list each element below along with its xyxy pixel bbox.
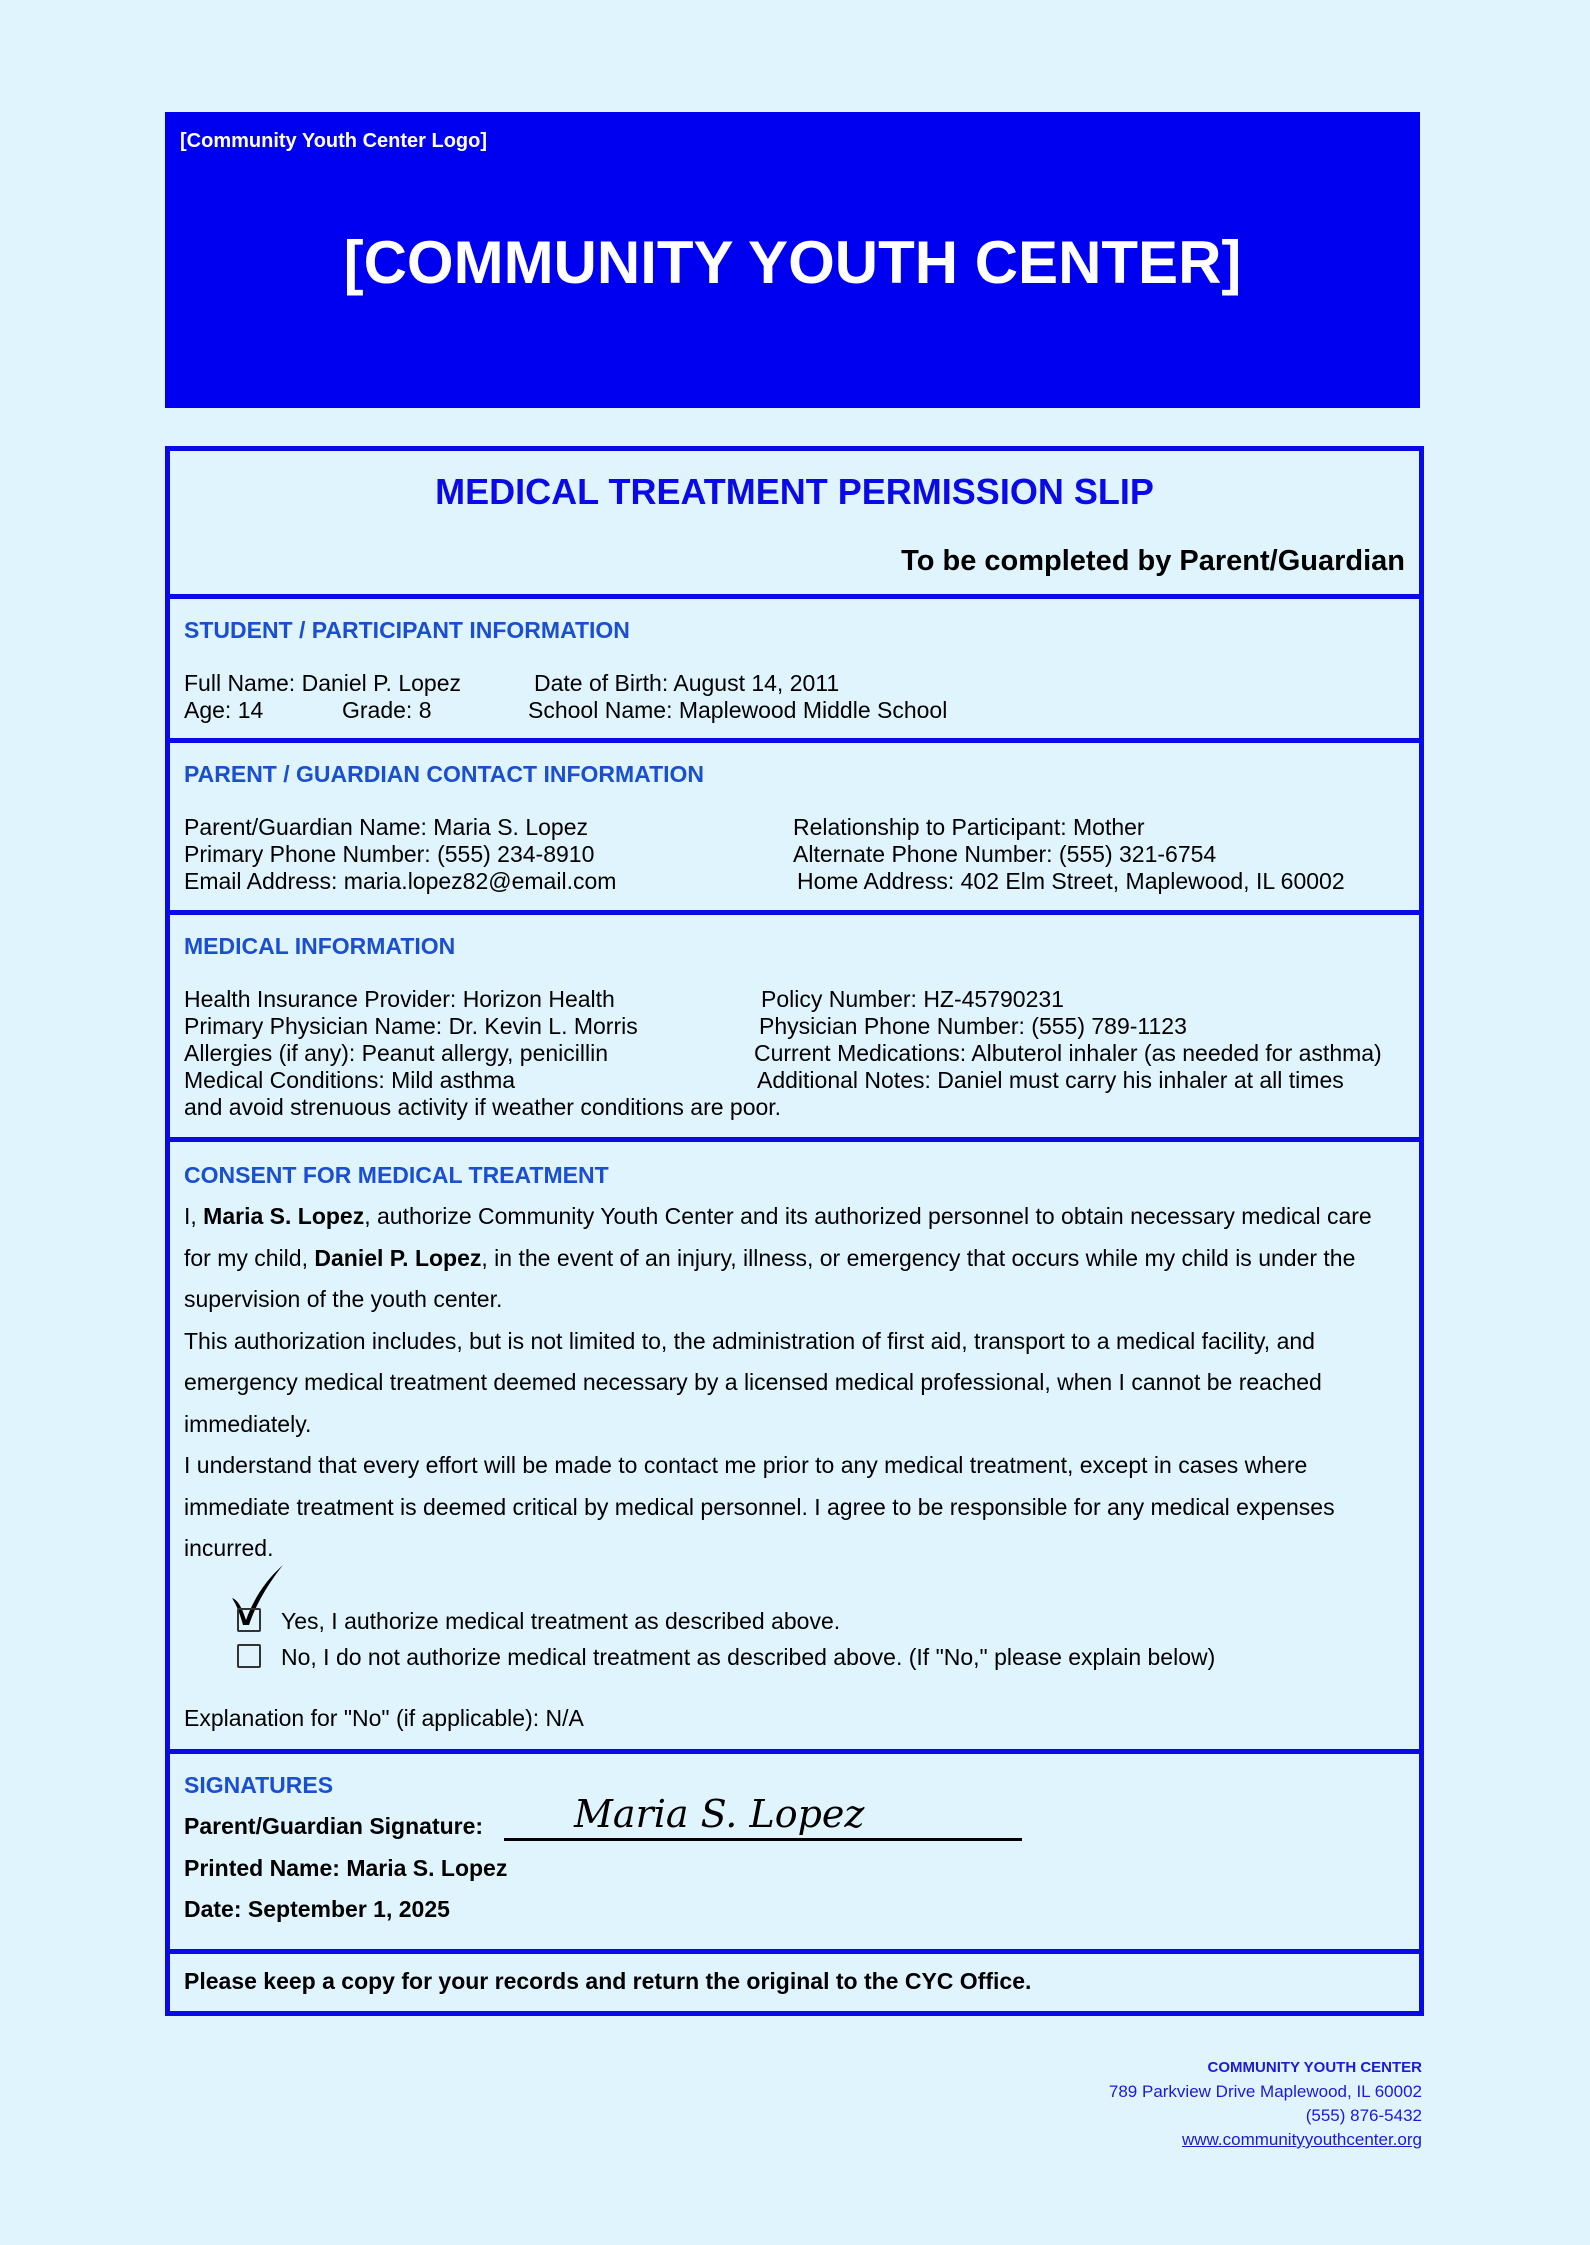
medical-section [170, 915, 1419, 1142]
consent-parent-name: Maria S. Lopez [203, 1203, 365, 1229]
medical-notes: Additional Notes: Daniel must carry his inhaler at all times [757, 1067, 1344, 1093]
footer-address: 789 Parkview Drive Maplewood, IL 60002 [1108, 2082, 1422, 2101]
form-title-section [170, 451, 1419, 599]
student-full-name: Full Name: Daniel P. Lopez [184, 670, 461, 696]
parent-address: Home Address: 402 Elm Street, Maplewood, IL 60002 [797, 868, 1345, 894]
student-school: School Name: Maplewood Middle School [528, 697, 948, 723]
consent-paragraph-1 [184, 1196, 1389, 1321]
parent-name: Parent/Guardian Name: Maria S. Lopez [184, 814, 588, 840]
parent-primary-phone: Primary Phone Number: (555) 234-8910 [184, 841, 595, 867]
medical-physician-phone: Physician Phone Number: (555) 789-1123 [759, 1013, 1187, 1039]
consent-text-part: , authorize Community Youth Center and its authorized personnel to obtain necessary medical care for my child, [184, 1203, 1372, 1271]
footer-contact [1109, 2056, 1422, 2152]
medical-conditions: Medical Conditions: Mild asthma [184, 1067, 516, 1093]
signature-label: Parent/Guardian Signature: [184, 1813, 484, 1839]
parent-section [170, 743, 1419, 915]
medical-allergies: Allergies (if any): Peanut allergy, penicillin [184, 1040, 608, 1066]
no-option-label: No, I do not authorize medical treatment as described above. (If "No," please explain below) [281, 1644, 1216, 1670]
return-note: Please keep a copy for your records and return the original to the CYC Office. [184, 1968, 1032, 1994]
consent-paragraph-2: This authorization includes, but is not limited to, the administration of first aid, transport to a medical facility, and emergency medical treatment deemed necessary by a licensed medical professional, when I cannot be reached immediately. [184, 1327, 1322, 1437]
org-name: [COMMUNITY YOUTH CENTER] [343, 229, 1242, 296]
medical-notes-continued: and avoid strenuous activity if weather conditions are poor. [184, 1094, 782, 1120]
section-heading: PARENT / GUARDIAN CONTACT INFORMATION [184, 761, 705, 787]
student-section [170, 599, 1419, 743]
signature-value: Maria S. Lopez [574, 1792, 865, 1836]
consent-text-part: I, [184, 1203, 204, 1229]
form-title: MEDICAL TREATMENT PERMISSION SLIP [435, 471, 1154, 512]
footer-phone: (555) 876-5432 [1305, 2106, 1422, 2125]
no-explanation: Explanation for "No" (if applicable): N/A [184, 1705, 584, 1731]
student-grade: Grade: 8 [342, 697, 432, 723]
return-note-section [170, 1954, 1419, 2011]
medical-policy: Policy Number: HZ-45790231 [761, 986, 1064, 1012]
student-age: Age: 14 [184, 697, 264, 723]
medical-insurance: Health Insurance Provider: Horizon Health [184, 986, 615, 1012]
medical-medications: Current Medications: Albuterol inhaler (as needed for asthma) [754, 1040, 1382, 1066]
parent-relationship: Relationship to Participant: Mother [793, 814, 1145, 840]
yes-checkbox[interactable] [237, 1608, 261, 1632]
section-heading: MEDICAL INFORMATION [184, 933, 456, 959]
header-banner [165, 112, 1420, 408]
consent-section [170, 1142, 1419, 1754]
permission-form [165, 446, 1424, 2016]
yes-option-label: Yes, I authorize medical treatment as described above. [281, 1608, 841, 1634]
consent-paragraph-3: I understand that every effort will be made to contact me prior to any medical treatment, except in cases where immediate treatment is deemed critical by medical personnel. I agree to be responsible for any medical expenses incurred. [184, 1452, 1335, 1561]
section-heading: STUDENT / PARTICIPANT INFORMATION [184, 617, 630, 643]
printed-name: Printed Name: Maria S. Lopez [184, 1855, 508, 1881]
section-heading: SIGNATURES [184, 1772, 334, 1798]
student-dob: Date of Birth: August 14, 2011 [534, 670, 840, 696]
parent-email: Email Address: maria.lopez82@email.com [184, 868, 617, 894]
footer-org-name: COMMUNITY YOUTH CENTER [1207, 2059, 1422, 2076]
consent-text [184, 1196, 1389, 1570]
no-checkbox[interactable] [237, 1644, 261, 1668]
section-heading: CONSENT FOR MEDICAL TREATMENT [184, 1162, 609, 1188]
medical-physician: Primary Physician Name: Dr. Kevin L. Morris [184, 1013, 638, 1039]
signature-date: Date: September 1, 2025 [184, 1896, 450, 1922]
footer-website-link[interactable]: www.communityyouthcenter.org [1182, 2130, 1422, 2149]
parent-alt-phone: Alternate Phone Number: (555) 321-6754 [793, 841, 1217, 867]
consent-child-name: Daniel P. Lopez [314, 1244, 482, 1271]
signatures-section [170, 1754, 1419, 1954]
form-subtitle: To be completed by Parent/Guardian [901, 545, 1405, 577]
consent-text-part: , in the event of an injury, illness, or emergency that occurs while my child is under the supervision of the youth center. [184, 1244, 1356, 1312]
logo-placeholder: [Community Youth Center Logo] [180, 130, 488, 152]
